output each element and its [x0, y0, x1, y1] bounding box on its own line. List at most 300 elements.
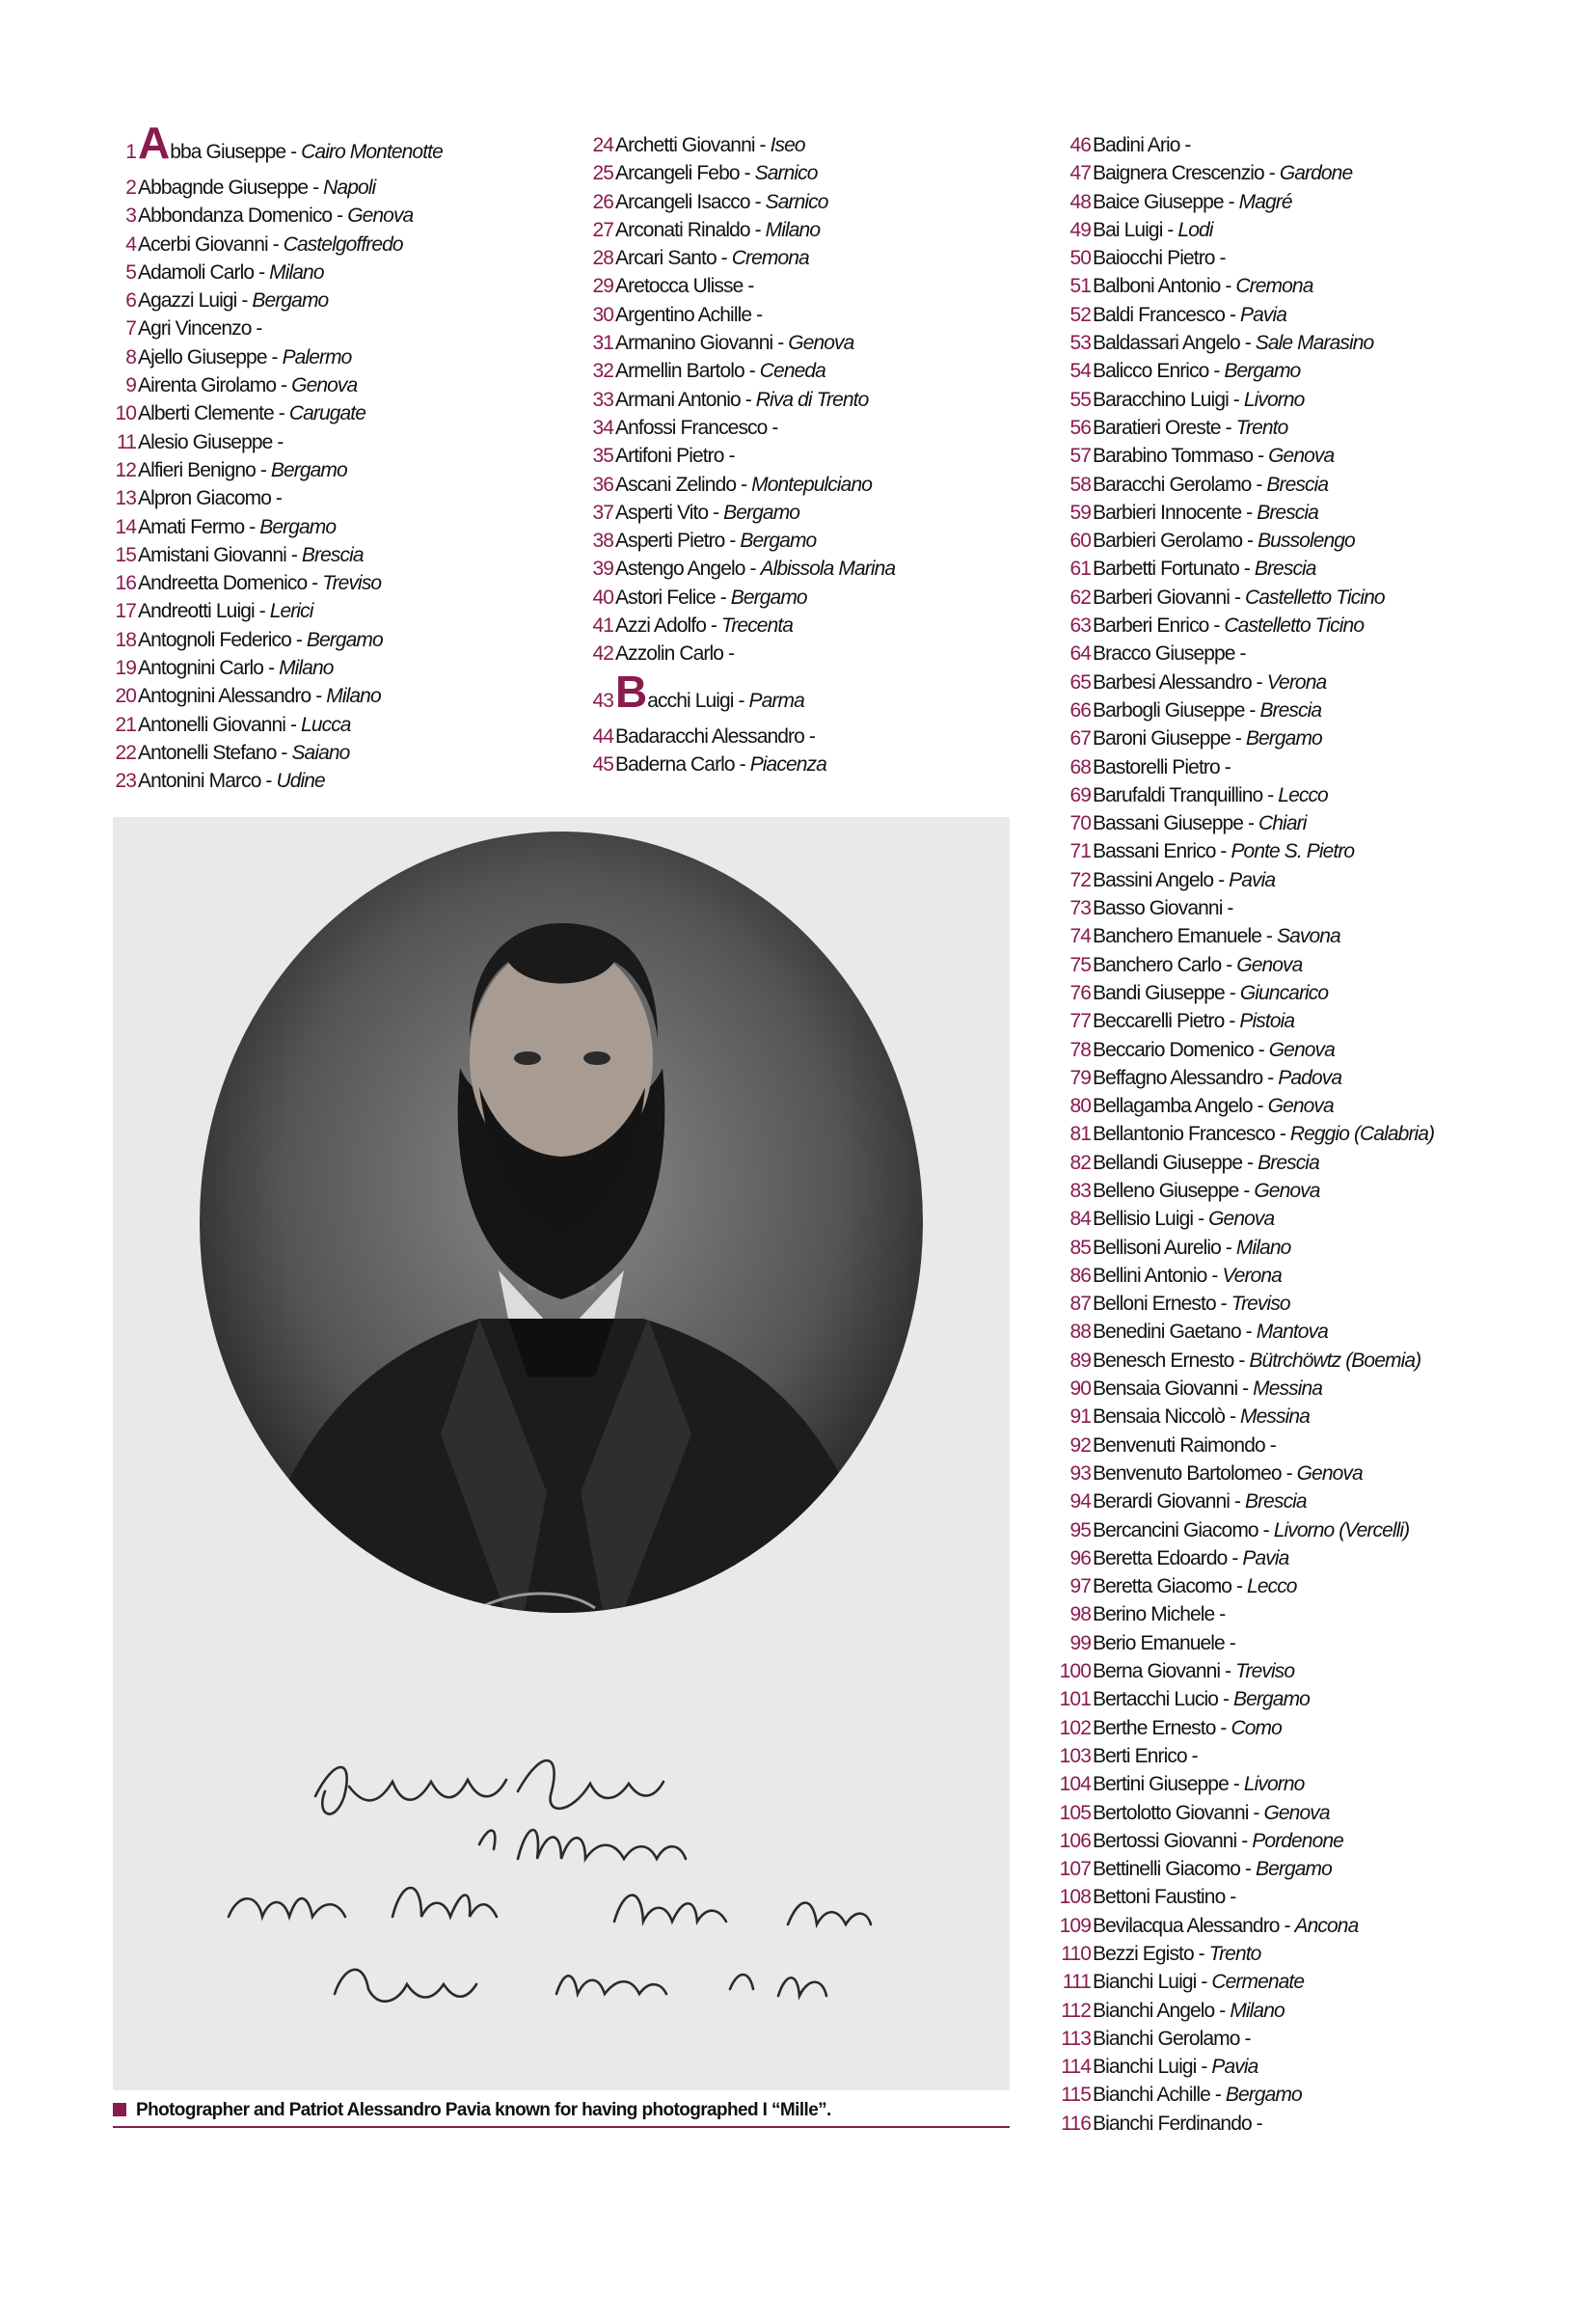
list-item — [1056, 640, 1577, 668]
person-name: Beretta Giacomo - — [1093, 1575, 1243, 1598]
person-name: Benesch Ernesto - — [1093, 1349, 1245, 1372]
list-item — [1056, 1149, 1577, 1177]
person-name: Asperti Pietro - — [615, 530, 736, 553]
entry-number: 81 — [1069, 1123, 1091, 1146]
person-name: Arcangeli Isacco - — [615, 190, 761, 213]
list-item — [1056, 1205, 1577, 1233]
person-name: Ajello Giuseppe - — [138, 345, 278, 368]
entry-number: 57 — [1069, 445, 1091, 468]
list-item — [579, 386, 1022, 414]
name-list-column-3 — [1056, 131, 1577, 2138]
list-item — [579, 216, 1022, 244]
entry-number: 78 — [1069, 1038, 1091, 1061]
list-item — [1056, 1883, 1577, 1911]
list-item — [1056, 301, 1577, 329]
entry-number: 75 — [1069, 953, 1091, 976]
entry-number: 76 — [1069, 981, 1091, 1004]
birthplace: Genova — [1268, 1038, 1335, 1061]
entry-number: 6 — [125, 289, 136, 313]
entry-number: 92 — [1069, 1433, 1091, 1457]
entry-number: 112 — [1061, 1999, 1091, 2022]
entry-number: 62 — [1069, 586, 1091, 609]
entry-number: 71 — [1069, 840, 1091, 863]
person-name: Astori Felice - — [615, 586, 726, 609]
list-item — [1056, 1432, 1577, 1459]
list-item — [1056, 188, 1577, 216]
birthplace: Pavia — [1240, 303, 1287, 326]
list-item — [1056, 837, 1577, 865]
birthplace: Riva di Trento — [755, 388, 869, 411]
person-name: Adamoli Carlo - — [138, 260, 265, 284]
birthplace: Lucca — [301, 713, 351, 736]
birthplace: Genova — [1296, 1461, 1363, 1485]
list-item — [1056, 1770, 1577, 1798]
person-name: acchi Luigi - — [647, 689, 744, 712]
entry-number: 100 — [1059, 1660, 1091, 1683]
birthplace: Castelletto Ticino — [1224, 614, 1365, 638]
birthplace: Castelletto Ticino — [1244, 586, 1385, 609]
birthplace: Genova — [1208, 1208, 1275, 1231]
person-name: Bensaia Giovanni - — [1093, 1377, 1249, 1401]
person-name: Berino Michele - — [1093, 1603, 1226, 1626]
entry-number: 19 — [115, 657, 136, 680]
birthplace: Brescia — [1254, 558, 1316, 581]
birthplace: Bergamo — [306, 628, 383, 651]
person-name: bba Giuseppe - — [170, 141, 297, 163]
birthplace: Treviso — [322, 572, 382, 595]
birthplace: Messina — [1240, 1405, 1310, 1429]
birthplace: Bergamo — [1233, 1688, 1310, 1711]
list-item — [579, 750, 1022, 778]
list-item — [579, 357, 1022, 385]
list-item — [111, 597, 555, 625]
birthplace: Genova — [788, 332, 854, 355]
list-item — [1056, 753, 1577, 781]
person-name: Amati Fermo - — [138, 515, 256, 538]
list-item — [1056, 1007, 1577, 1035]
birthplace: Castelgoffredo — [283, 232, 403, 256]
entry-number: 1 — [125, 141, 136, 163]
list-item — [579, 471, 1022, 499]
person-name: Berthe Ernesto - — [1093, 1716, 1227, 1739]
birthplace: Brescia — [1258, 1151, 1319, 1174]
birthplace: Bergamo — [259, 515, 337, 538]
birthplace: Sarnico — [765, 190, 828, 213]
list-item — [579, 527, 1022, 555]
entry-number: 110 — [1061, 1943, 1091, 1965]
list-item — [1056, 329, 1577, 357]
person-name: Andreetta Domenico - — [138, 572, 318, 595]
entry-number: 32 — [592, 360, 613, 383]
list-item — [1056, 922, 1577, 950]
list-item — [1056, 414, 1577, 442]
birthplace: Verona — [1222, 1264, 1282, 1287]
person-name: Agazzi Luigi - — [138, 289, 248, 313]
birthplace: Ponte S. Pietro — [1231, 840, 1355, 863]
person-name: Abbagnde Giuseppe - — [138, 177, 319, 199]
section-initial: B — [615, 666, 648, 717]
list-item — [1056, 386, 1577, 414]
person-name: Benvenuti Raimondo - — [1093, 1433, 1276, 1457]
birthplace: Milano — [326, 685, 381, 708]
entry-number: 29 — [592, 275, 613, 298]
entry-number: 83 — [1069, 1179, 1091, 1202]
person-name: Bai Luigi - — [1093, 218, 1174, 241]
entry-number: 46 — [1069, 134, 1091, 156]
person-name: Bercancini Giacomo - — [1093, 1518, 1269, 1541]
entry-number: 51 — [1069, 275, 1091, 298]
list-item — [111, 286, 555, 314]
birthplace: Lecco — [1247, 1575, 1297, 1598]
entry-number: 49 — [1069, 218, 1091, 241]
list-item — [1056, 1799, 1577, 1827]
person-name: Beffagno Alessandro - — [1093, 1066, 1274, 1089]
list-item — [1056, 442, 1577, 470]
birthplace: Cremona — [731, 247, 809, 270]
entry-number: 69 — [1069, 783, 1091, 806]
person-name: Bianchi Luigi - — [1093, 2056, 1207, 2079]
entry-number: 33 — [592, 388, 613, 411]
birthplace: Livorno — [1243, 388, 1305, 411]
list-item — [1056, 1940, 1577, 1968]
list-item — [579, 414, 1022, 442]
list-item — [579, 612, 1022, 640]
entry-number: 22 — [115, 741, 136, 764]
person-name: Anfossi Francesco - — [615, 416, 778, 439]
list-item — [579, 131, 1022, 159]
list-item — [579, 499, 1022, 527]
entry-number: 86 — [1069, 1264, 1091, 1287]
birthplace: Trecenta — [720, 614, 794, 638]
birthplace: Giuncarico — [1239, 981, 1329, 1004]
list-item — [1056, 979, 1577, 1007]
list-item — [1056, 2025, 1577, 2053]
birthplace: Bussolengo — [1258, 530, 1355, 553]
person-name: Arcangeli Febo - — [615, 162, 750, 185]
entry-number: 74 — [1069, 925, 1091, 948]
entry-number: 102 — [1059, 1716, 1091, 1739]
person-name: Barbogli Giuseppe - — [1093, 698, 1256, 722]
birthplace: Brescia — [1257, 501, 1318, 524]
list-item — [1056, 951, 1577, 979]
entry-number: 82 — [1069, 1151, 1091, 1174]
person-name: Armani Antonio - — [615, 388, 751, 411]
list-item — [111, 343, 555, 371]
birthplace: Reggio (Calabria) — [1289, 1123, 1435, 1146]
person-name: Belloni Ernesto - — [1093, 1293, 1227, 1316]
entry-number: 18 — [115, 628, 136, 651]
entry-number: 53 — [1069, 332, 1091, 355]
list-item — [1056, 272, 1577, 300]
person-name: Bellagamba Angelo - — [1093, 1095, 1263, 1118]
entry-number: 97 — [1069, 1575, 1091, 1598]
person-name: Asperti Vito - — [615, 501, 719, 524]
person-name: Beccario Domenico - — [1093, 1038, 1264, 1061]
entry-number: 24 — [592, 134, 613, 156]
list-item — [579, 159, 1022, 187]
list-item — [111, 118, 555, 174]
entry-number: 116 — [1061, 2112, 1091, 2135]
list-item — [111, 541, 555, 569]
entry-number: 38 — [592, 530, 613, 553]
entry-number: 111 — [1062, 1971, 1091, 1994]
person-name: Archetti Giovanni - — [615, 134, 766, 156]
list-item — [1056, 1855, 1577, 1883]
person-name: Banchero Carlo - — [1093, 953, 1232, 976]
list-item — [579, 244, 1022, 272]
birthplace: Gardone — [1279, 162, 1353, 185]
entry-number: 17 — [115, 600, 136, 623]
list-item — [1056, 2053, 1577, 2081]
entry-number: 3 — [125, 205, 136, 228]
entry-number: 72 — [1069, 868, 1091, 891]
entry-number: 90 — [1069, 1377, 1091, 1401]
entry-number: 99 — [1069, 1631, 1091, 1654]
entry-number: 114 — [1061, 2056, 1091, 2079]
list-item — [1056, 1459, 1577, 1487]
birthplace: Sarnico — [754, 162, 818, 185]
person-name: Antonelli Stefano - — [138, 741, 287, 764]
person-name: Belleno Giuseppe - — [1093, 1179, 1250, 1202]
person-name: Bertossi Giovanni - — [1093, 1829, 1248, 1852]
person-name: Aretocca Ulisse - — [615, 275, 754, 298]
person-name: Antognini Alessandro - — [138, 685, 322, 708]
birthplace: Palermo — [282, 345, 352, 368]
list-item — [111, 513, 555, 541]
list-item — [1056, 1403, 1577, 1431]
birthplace: Ceneda — [759, 360, 825, 383]
birthplace: Bergamo — [1224, 360, 1301, 383]
list-item — [1056, 1572, 1577, 1600]
person-name: Bertolotto Giovanni - — [1093, 1801, 1259, 1824]
list-item — [1056, 159, 1577, 187]
list-item — [1056, 1714, 1577, 1742]
entry-number: 21 — [115, 713, 136, 736]
person-name: Antonini Marco - — [138, 770, 272, 793]
list-item — [1056, 1997, 1577, 2025]
list-item — [1056, 1968, 1577, 1996]
entry-number: 70 — [1069, 812, 1091, 835]
section-initial: A — [138, 118, 171, 168]
person-name: Baroni Giuseppe - — [1093, 727, 1241, 750]
person-name: Bellantonio Francesco - — [1093, 1123, 1285, 1146]
list-item — [1056, 357, 1577, 385]
list-item — [1056, 2081, 1577, 2109]
person-name: Bellandi Giuseppe - — [1093, 1151, 1254, 1174]
entry-number: 89 — [1069, 1349, 1091, 1372]
list-item — [1056, 1375, 1577, 1403]
birthplace: Milano — [1235, 1236, 1291, 1259]
entry-number: 39 — [592, 558, 613, 581]
entry-number: 73 — [1069, 897, 1091, 920]
birthplace: Savona — [1276, 925, 1340, 948]
list-item — [111, 399, 555, 427]
birthplace: Brescia — [301, 543, 364, 566]
entry-number: 44 — [592, 724, 613, 748]
person-name: Ascani Zelindo - — [615, 473, 747, 496]
birthplace: Genova — [291, 374, 358, 397]
entry-number: 5 — [125, 260, 136, 284]
person-name: Bertacchi Lucio - — [1093, 1688, 1230, 1711]
list-item — [1056, 244, 1577, 272]
person-name: Balicco Enrico - — [1093, 360, 1220, 383]
person-name: Berna Giovanni - — [1093, 1660, 1231, 1683]
list-item — [1056, 894, 1577, 922]
list-item — [1056, 1657, 1577, 1685]
person-name: Baratieri Oreste - — [1093, 416, 1231, 439]
entry-number: 63 — [1069, 614, 1091, 638]
birthplace: Pavia — [1242, 1546, 1289, 1569]
list-item — [1056, 1487, 1577, 1515]
entry-number: 77 — [1069, 1010, 1091, 1033]
birthplace: Livorno — [1243, 1773, 1305, 1796]
list-item — [111, 739, 555, 767]
birthplace: Brescia — [1259, 698, 1322, 722]
birthplace: Albissola Marina — [760, 558, 896, 581]
entry-number: 10 — [115, 402, 136, 425]
birthplace: Magré — [1238, 190, 1292, 213]
list-item — [111, 371, 555, 399]
birthplace: Bergamo — [1225, 2084, 1302, 2107]
person-name: Bianchi Achille - — [1093, 2084, 1221, 2107]
person-name: Bassini Angelo - — [1093, 868, 1225, 891]
birthplace: Genova — [1263, 1801, 1330, 1824]
list-item — [1056, 781, 1577, 809]
person-name: Barabino Tommaso - — [1093, 445, 1264, 468]
person-name: Bellisoni Aurelio - — [1093, 1236, 1231, 1259]
list-item — [111, 259, 555, 286]
entry-number: 50 — [1069, 247, 1091, 270]
list-item — [111, 231, 555, 259]
entry-number: 64 — [1069, 642, 1091, 666]
person-name: Bianchi Luigi - — [1093, 1971, 1207, 1994]
entry-number: 87 — [1069, 1293, 1091, 1316]
entry-number: 30 — [592, 303, 613, 326]
birthplace: Livorno (Vercelli) — [1273, 1518, 1410, 1541]
person-name: Abbondanza Domenico - — [138, 205, 343, 228]
entry-number: 60 — [1069, 530, 1091, 553]
person-name: Alpron Giacomo - — [138, 487, 282, 510]
list-item — [1056, 1290, 1577, 1318]
person-name: Beretta Edoardo - — [1093, 1546, 1238, 1569]
birthplace: Padova — [1278, 1066, 1342, 1089]
person-name: Armellin Bartolo - — [615, 360, 755, 383]
person-name: Benedini Gaetano - — [1093, 1321, 1252, 1344]
entry-number: 52 — [1069, 303, 1091, 326]
name-list-column-2 — [579, 131, 1022, 778]
entry-number: 66 — [1069, 698, 1091, 722]
birthplace: Lecco — [1278, 783, 1328, 806]
list-item — [111, 456, 555, 484]
list-item — [1056, 1347, 1577, 1375]
entry-number: 15 — [115, 543, 136, 566]
person-name: Bassani Giuseppe - — [1093, 812, 1255, 835]
list-item — [111, 626, 555, 654]
person-name: Bianchi Ferdinando - — [1093, 2112, 1262, 2135]
entry-number: 36 — [592, 473, 613, 496]
person-name: Acerbi Giovanni - — [138, 232, 279, 256]
list-item — [1056, 696, 1577, 724]
person-name: Basso Giovanni - — [1093, 897, 1233, 920]
list-item — [111, 202, 555, 230]
birthplace: Bergamo — [270, 458, 347, 481]
list-item — [1056, 1064, 1577, 1092]
entry-number: 113 — [1061, 2027, 1091, 2050]
person-name: Astengo Angelo - — [615, 558, 756, 581]
list-item — [1056, 471, 1577, 499]
person-name: Amistani Giovanni - — [138, 543, 297, 566]
list-item — [1056, 1036, 1577, 1064]
birthplace: Genova — [1268, 445, 1335, 468]
name-list-column-1 — [111, 118, 555, 796]
list-item — [111, 174, 555, 202]
person-name: Antognini Carlo - — [138, 657, 275, 680]
person-name: Azzolin Carlo - — [615, 642, 735, 666]
person-name: Barberi Giovanni - — [1093, 586, 1241, 609]
person-name: Barberi Enrico - — [1093, 614, 1220, 638]
birthplace: Lerici — [269, 600, 313, 623]
entry-number: 59 — [1069, 501, 1091, 524]
birthplace: Messina — [1253, 1377, 1323, 1401]
birthplace: Pavia — [1229, 868, 1276, 891]
entry-number: 8 — [125, 345, 136, 368]
list-item — [579, 442, 1022, 470]
list-item — [1056, 809, 1577, 837]
birthplace: Genova — [347, 205, 414, 228]
birthplace: Saiano — [291, 741, 350, 764]
person-name: Berardi Giovanni - — [1093, 1490, 1241, 1514]
birthplace: Bergamo — [730, 586, 807, 609]
birthplace: Piacenza — [749, 752, 826, 776]
birthplace: Brescia — [1266, 473, 1329, 496]
entry-number: 47 — [1069, 162, 1091, 185]
person-name: Bellini Antonio - — [1093, 1264, 1218, 1287]
list-item — [1056, 866, 1577, 894]
person-name: Azzi Adolfo - — [615, 614, 717, 638]
person-name: Baldi Francesco - — [1093, 303, 1236, 326]
birthplace: Pordenone — [1252, 1829, 1343, 1852]
entry-number: 65 — [1069, 670, 1091, 694]
person-name: Arcari Santo - — [615, 247, 727, 270]
birthplace: Napoli — [323, 177, 376, 199]
list-item — [1056, 527, 1577, 555]
list-item — [1056, 668, 1577, 696]
person-name: Argentino Achille - — [615, 303, 763, 326]
entry-number: 23 — [115, 770, 136, 793]
entry-number: 56 — [1069, 416, 1091, 439]
list-item — [579, 555, 1022, 583]
list-item — [1056, 1685, 1577, 1713]
birthplace: Cairo Montenotte — [301, 141, 443, 163]
person-name: Bellisio Luigi - — [1093, 1208, 1204, 1231]
entry-number: 9 — [125, 374, 136, 397]
list-item — [111, 569, 555, 597]
entry-number: 106 — [1059, 1829, 1091, 1852]
entry-number: 43 — [592, 689, 613, 712]
person-name: Armanino Giovanni - — [615, 332, 784, 355]
entry-number: 54 — [1069, 360, 1091, 383]
entry-number: 12 — [115, 458, 136, 481]
list-item — [111, 314, 555, 342]
person-name: Berti Enrico - — [1093, 1744, 1198, 1767]
entry-number: 109 — [1059, 1914, 1091, 1937]
entry-number: 45 — [592, 752, 613, 776]
list-item — [579, 329, 1022, 357]
person-name: Alberti Clemente - — [138, 402, 284, 425]
list-item — [111, 767, 555, 795]
birthplace: Milano — [1230, 1999, 1285, 2022]
entry-number: 13 — [115, 487, 136, 510]
